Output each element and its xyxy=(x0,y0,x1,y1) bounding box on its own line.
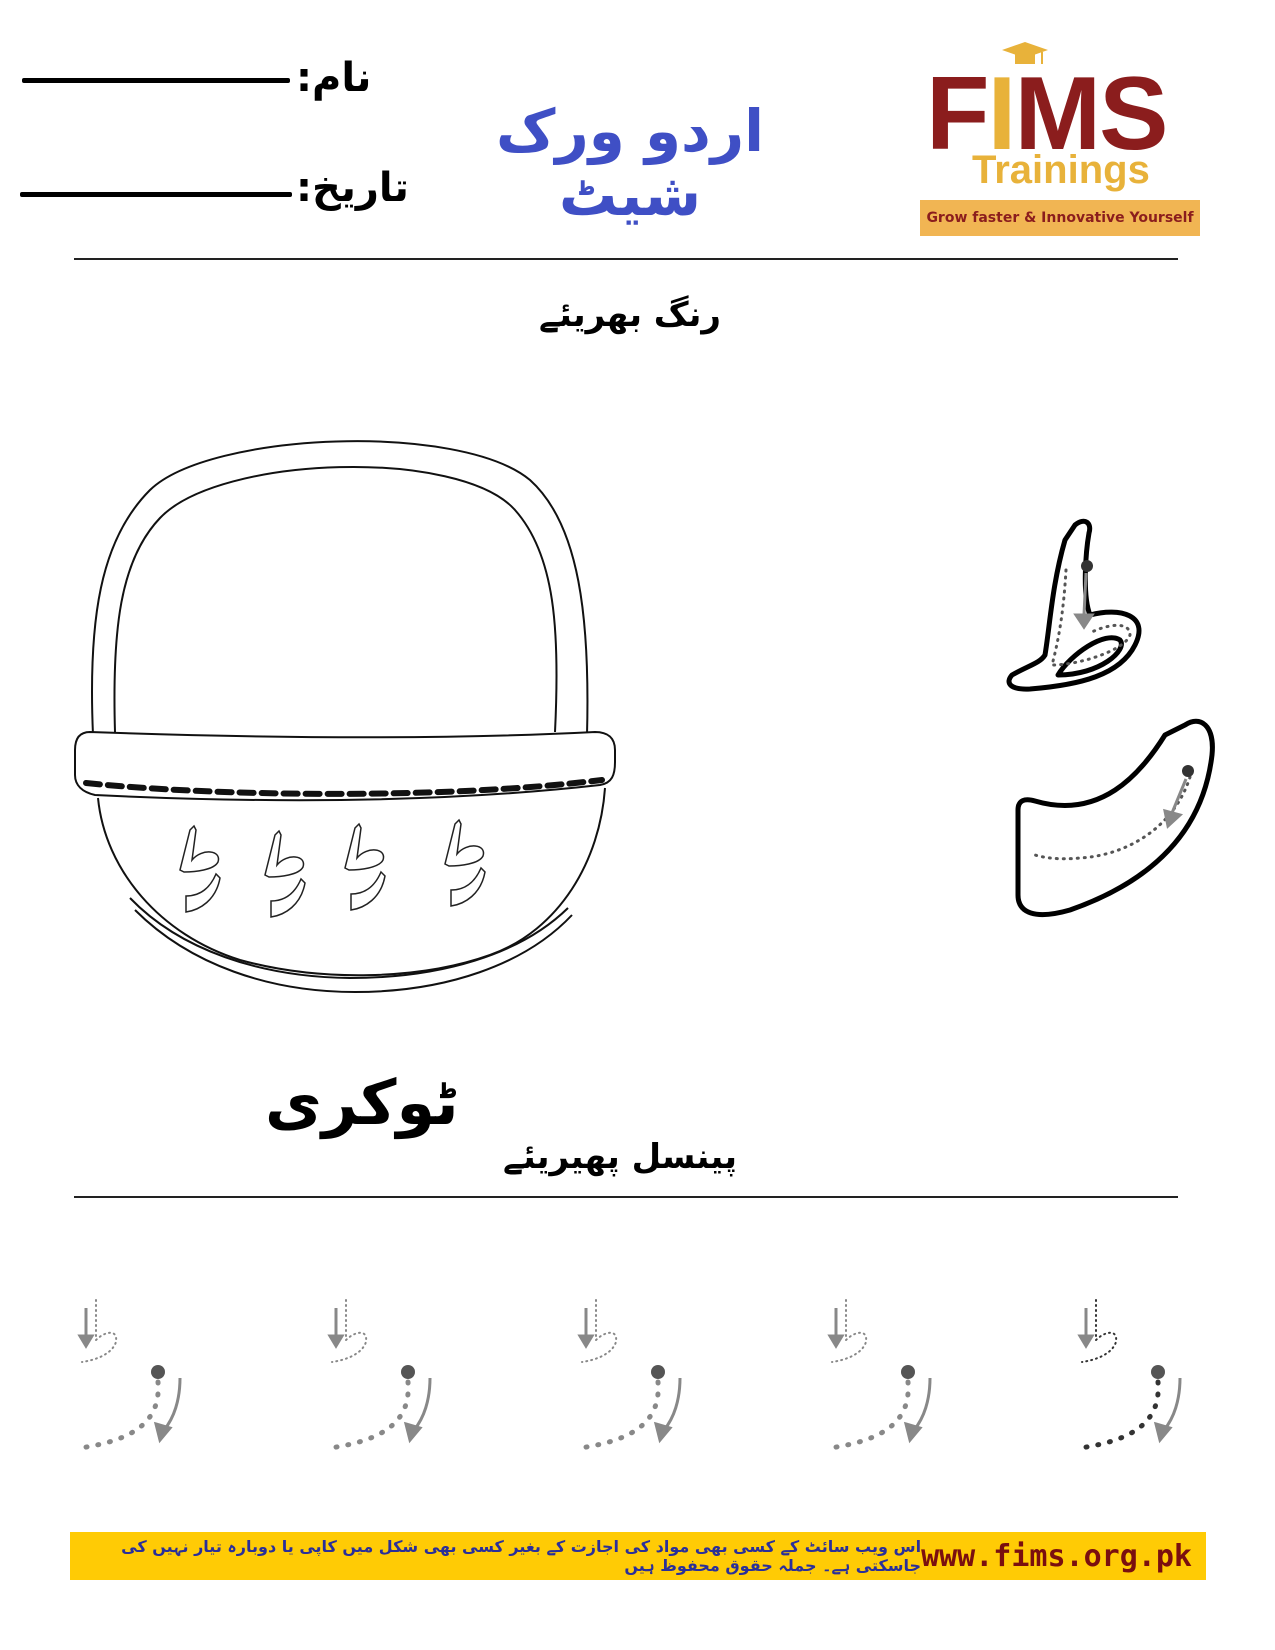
down-arrow-icon xyxy=(580,1308,592,1346)
down-arrow-icon xyxy=(330,1308,342,1346)
basket-letters xyxy=(180,820,485,917)
fims-logo xyxy=(920,42,1200,232)
curve-arrow-icon xyxy=(156,1378,180,1440)
date-field-line[interactable] xyxy=(20,192,292,197)
pencil-icon: M xyxy=(1014,56,1100,172)
start-dot-icon xyxy=(401,1365,415,1379)
start-dot-icon xyxy=(651,1365,665,1379)
basket-letter-2 xyxy=(265,831,305,917)
curve-arrow-icon xyxy=(1156,1378,1180,1440)
coloring-instruction: رنگ بھریئے xyxy=(539,295,721,335)
start-dot-icon xyxy=(1151,1365,1165,1379)
trace-item-2[interactable] xyxy=(326,1300,436,1460)
tracing-instruction: پینسل پھیریئے xyxy=(502,1137,738,1177)
copyright-note: اس ویب سائٹ کے کسی بھی مواد کی اجازت کے بغیر کسی بھی شکل میں کاپی یا دوبارہ تیار نہیں کی جاسکتی ہے۔ جملہ حقوق محفوظ ہیں xyxy=(121,1537,922,1575)
trace-item-4[interactable] xyxy=(826,1300,936,1460)
trace-item-3[interactable] xyxy=(576,1300,686,1460)
trace-letter-bottom xyxy=(80,1382,158,1448)
website-link[interactable]: www.fims.org.pk xyxy=(921,1538,1192,1574)
pen-nib-icon: I xyxy=(987,56,1015,172)
name-label: نام: xyxy=(296,55,372,101)
letter-toe-guide[interactable] xyxy=(990,515,1210,925)
logo-letter-f: F xyxy=(926,56,988,172)
picture-word: ٹوکری xyxy=(265,1066,459,1139)
basket-letter-4 xyxy=(445,820,485,906)
bottom-divider xyxy=(74,1196,1178,1198)
start-dot-icon xyxy=(901,1365,915,1379)
top-divider xyxy=(74,258,1178,260)
logo-subtitle: Trainings xyxy=(972,148,1150,192)
basket-letter-3 xyxy=(345,824,385,910)
curve-arrow-icon xyxy=(906,1378,930,1440)
trace-item-5[interactable] xyxy=(1076,1300,1186,1460)
page-title: اردو ورک شیٹ xyxy=(495,97,765,229)
down-arrow-icon xyxy=(1080,1308,1092,1346)
date-label: تاریخ: xyxy=(296,165,409,211)
basket-letter-1 xyxy=(180,826,220,912)
name-field-line[interactable] xyxy=(22,78,290,83)
footer-bar xyxy=(70,1532,1206,1580)
letter-toe-bottom-stroke xyxy=(1018,721,1212,914)
down-arrow-icon xyxy=(80,1308,92,1346)
down-arrow-icon xyxy=(830,1308,842,1346)
curve-arrow-icon xyxy=(406,1378,430,1440)
start-dot-icon xyxy=(151,1365,165,1379)
curve-arrow-icon xyxy=(656,1378,680,1440)
logo-tagline: Grow faster & Innovative Yourself xyxy=(920,200,1200,236)
basket-illustration[interactable] xyxy=(60,420,630,1040)
logo-letter-s: S xyxy=(1099,56,1167,172)
trace-item-1[interactable] xyxy=(76,1300,186,1460)
